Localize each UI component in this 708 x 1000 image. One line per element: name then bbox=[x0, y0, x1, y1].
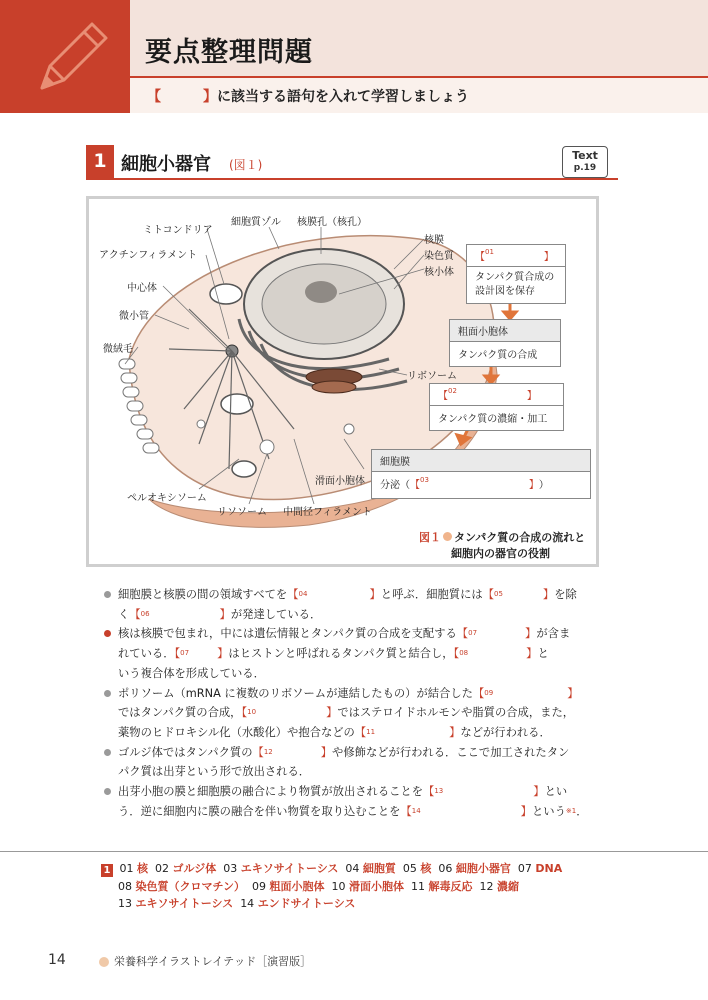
flow-box-rough-er bbox=[449, 319, 561, 367]
flow-box-golgi bbox=[429, 383, 564, 431]
footer-dot-icon bbox=[99, 957, 109, 967]
flow-text-rough-er: タンパク質の合成 bbox=[458, 350, 538, 361]
page-subtitle bbox=[147, 86, 469, 106]
bullet-icon bbox=[104, 749, 111, 756]
footnote-mark: ※1 bbox=[565, 806, 577, 815]
label-intermediate-filament: 中間径フィラメント bbox=[283, 507, 372, 518]
flow-head-cell-membrane: 細胞膜 bbox=[372, 450, 590, 472]
subtitle-bracket: 【 】 bbox=[147, 89, 217, 105]
label-ribosome: リボソーム bbox=[407, 371, 457, 382]
answer-line-1: 1 01 核 02 ゴルジ体 03 エキソサイトーシス 04 細胞質 05 核 06 細胞小器官 07 DNA bbox=[101, 860, 611, 878]
figure-caption-line2: 細胞内の器官の役割 bbox=[451, 547, 550, 560]
label-microvilli: 微絨毛 bbox=[103, 344, 133, 355]
answers-rule bbox=[0, 851, 708, 852]
body-text bbox=[104, 585, 604, 821]
paragraph-2: 核は核膜で包まれ，中には遺伝情報とタンパク質の合成を支配する【$^{07}$ 】が含ま れている．【$^{07}$ 】はヒストンと呼ばれるタンパク質と結合し，【$^{08}$ 】と いう複合体を形成している． bbox=[104, 624, 604, 683]
paragraph-3: ポリソーム（mRNA に複数のリボソームが連結したもの）が結合した【$^{09}$ 】 ではタンパク質の合成，【$^{10}$ 】ではステロイドホルモンや脂質の合成，また， 薬物のヒドロキシル化（水酸化）や抱合などの【$^{11}$ 】などが行われる． bbox=[104, 684, 604, 743]
pencil-icon bbox=[20, 10, 120, 110]
label-nuclear-pore: 核膜孔（核孔） bbox=[297, 217, 367, 228]
section-title: 細胞小器官 bbox=[121, 154, 211, 175]
flow-secretion-label: 分泌（ bbox=[380, 480, 410, 491]
bullet-icon bbox=[104, 630, 111, 637]
flow-text-nucleus-2: 設計図を保存 bbox=[475, 286, 535, 297]
bullet-icon bbox=[104, 690, 111, 697]
page-number: 14 bbox=[48, 952, 66, 968]
label-mitochondria: ミトコンドリア bbox=[143, 225, 213, 236]
label-nuclear-membrane: 核膜 bbox=[424, 235, 444, 246]
label-smooth-er: 滑面小胞体 bbox=[315, 476, 365, 487]
flow-head-rough-er: 粗面小胞体 bbox=[450, 320, 560, 342]
blank-09: 【$^{09}$ 】 bbox=[472, 686, 579, 700]
blank-04: 【$^{04}$ 】 bbox=[287, 588, 381, 601]
page-title: 要点整理問題 bbox=[145, 37, 313, 68]
label-cytosol: 細胞質ゾル bbox=[231, 217, 281, 228]
paragraph-1: 細胞膜と核膜の間の領域すべてを【$^{04}$ 】と呼ぶ．細胞質には【$^{05}$ 】を除 く【$^{06}$ 】が発達している． bbox=[104, 585, 604, 624]
flow-blank-02: 【$^{02}$ 】 bbox=[430, 384, 563, 406]
figure-caption-number: 図１ bbox=[419, 531, 441, 544]
answer-key bbox=[101, 860, 611, 913]
flow-blank-03: 【$^{03}$ 】 bbox=[410, 476, 539, 491]
bullet-icon bbox=[104, 591, 111, 598]
answer-line-3: 13 エキソサイトーシス 14 エンドサイトーシス bbox=[118, 897, 356, 910]
bullet-icon bbox=[104, 788, 111, 795]
blank-14: 【$^{14}$ 】 bbox=[400, 804, 532, 818]
flow-text-nucleus-1: タンパク質合成の bbox=[475, 272, 555, 283]
blank-08: 【$^{08}$ 】 bbox=[453, 647, 538, 661]
label-lysosome: リソソーム bbox=[217, 507, 267, 518]
blank-06: 【$^{06}$ 】 bbox=[129, 607, 231, 621]
figure-caption bbox=[419, 529, 585, 545]
figure-caption-line1: タンパク質の合成の流れと bbox=[454, 531, 586, 544]
blank-11: 【$^{11}$ 】 bbox=[354, 725, 461, 739]
label-chromatin: 染色質 bbox=[424, 251, 454, 262]
subtitle-text: に該当する語句を入れて学習しましょう bbox=[217, 89, 469, 105]
blank-12: 【$^{12}$ 】 bbox=[252, 745, 333, 759]
badge-label: Text bbox=[572, 149, 598, 162]
blank-05: 【$^{05}$ 】 bbox=[482, 588, 555, 601]
label-microtubule: 微小管 bbox=[119, 311, 149, 322]
answer-section-box: 1 bbox=[101, 864, 113, 877]
blank-10: 【$^{10}$ 】 bbox=[241, 706, 338, 720]
paragraph-5: 出芽小胞の膜と細胞膜の融合により物質が放出されることを【$^{13}$ 】とい う．逆に細胞内に膜の融合を伴い物質を取り込むことを【$^{14}$ 】という$^{※1}$． bbox=[104, 782, 604, 821]
answer-line-2: 08 染色質（クロマチン） 09 粗面小胞体 10 滑面小胞体 11 解毒反応 12 濃縮 bbox=[118, 879, 519, 893]
blank-07: 【$^{07}$ 】 bbox=[456, 627, 537, 641]
section-number: 1 bbox=[86, 145, 114, 178]
flow-blank-01: 【$^{01}$ 】 bbox=[467, 245, 565, 267]
flow-box-nucleus bbox=[466, 244, 566, 304]
section-rule bbox=[86, 178, 618, 180]
book-title: 栄養科学イラストレイテッド［演習版］ bbox=[114, 955, 312, 968]
label-actin-filament: アクチンフィラメント bbox=[99, 250, 198, 261]
header-accent-block bbox=[0, 0, 130, 113]
section-figure-ref: (図１) bbox=[229, 158, 263, 172]
badge-page: p.19 bbox=[573, 163, 597, 173]
figure-box bbox=[86, 196, 599, 567]
text-page-badge bbox=[562, 146, 608, 178]
flow-box-cell-membrane: 細胞膜 分泌（【$^{03}$ 】） bbox=[371, 449, 591, 499]
blank-13: 【$^{13}$ 】 bbox=[423, 785, 545, 799]
label-nucleolus: 核小体 bbox=[424, 267, 454, 278]
caption-dot-icon bbox=[443, 532, 452, 541]
flow-text-golgi: タンパク質の濃縮・加工 bbox=[438, 414, 548, 425]
label-centrosome: 中心体 bbox=[127, 283, 157, 294]
paragraph-4: ゴルジ体ではタンパク質の【$^{12}$ 】や修飾などが行われる．ここで加工されたタン パク質は出芽という形で放出される． bbox=[104, 743, 604, 782]
blank-07-repeat: 【$^{07}$ 】 bbox=[174, 647, 229, 661]
label-peroxisome: ペルオキシソーム bbox=[127, 493, 207, 504]
